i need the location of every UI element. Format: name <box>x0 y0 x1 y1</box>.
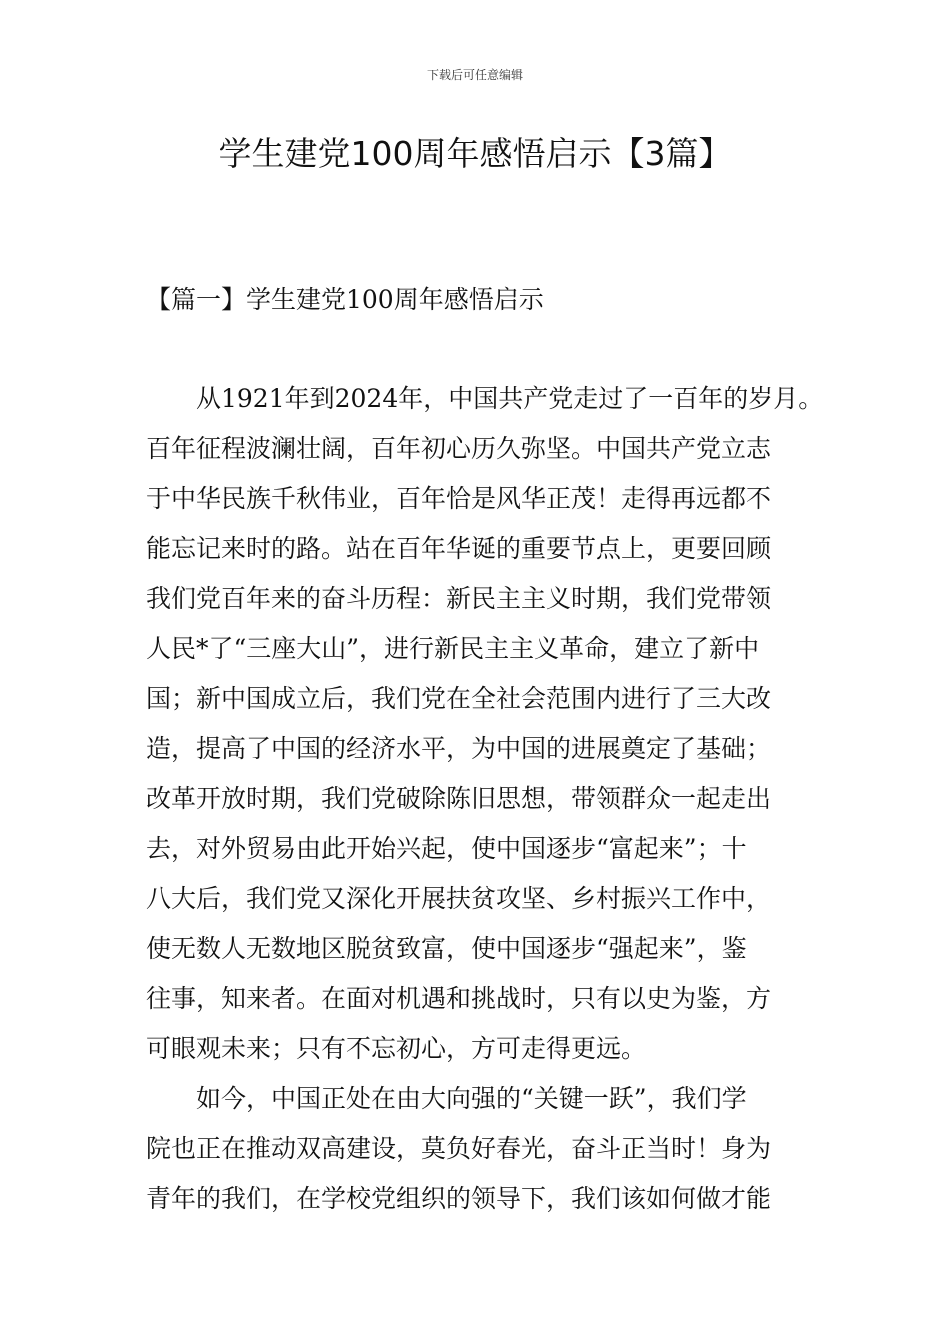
paragraph-line: 于中华民族千秋伟业，百年恰是风华正茂！走得再远都不 <box>146 484 772 513</box>
body-text <box>146 374 826 1224</box>
document-title: 学生建党100周年感悟启示【3篇】 <box>218 134 732 173</box>
paragraph-line: 如今，中国正处在由大向强的“关键一跃”，我们学 <box>196 1084 747 1113</box>
paragraph-line: 青年的我们，在学校党组织的领导下，我们该如何做才能 <box>146 1184 772 1213</box>
paragraph-1 <box>146 374 826 1074</box>
paragraph-2 <box>146 1074 826 1224</box>
paragraph-line: 去，对外贸易由此开始兴起，使中国逐步“富起来”；十 <box>146 834 747 863</box>
paragraph-line: 能忘记来时的路。站在百年华诞的重要节点上，更要回顾 <box>146 534 772 563</box>
paragraph-line: 国；新中国成立后，我们党在全社会范围内进行了三大改 <box>146 684 772 713</box>
section-heading: 【篇一】学生建党100周年感悟启示 <box>146 285 544 314</box>
paragraph-line: 改革开放时期，我们党破除陈旧思想，带领群众一起走出 <box>146 784 772 813</box>
paragraph-line: 往事，知来者。在面对机遇和挑战时，只有以史为鉴，方 <box>146 984 772 1013</box>
paragraph-line: 院也正在推动双高建设，莫负好春光，奋斗正当时！身为 <box>146 1134 772 1163</box>
paragraph-line: 八大后，我们党又深化开展扶贫攻坚、乡村振兴工作中， <box>146 884 772 913</box>
paragraph-line: 可眼观未来；只有不忘初心，方可走得更远。 <box>146 1034 647 1063</box>
header-note: 下载后可任意编辑 <box>426 68 523 82</box>
paragraph-line: 百年征程波澜壮阔，百年初心历久弥坚。中国共产党立志 <box>146 434 772 463</box>
paragraph-line: 使无数人无数地区脱贫致富，使中国逐步“强起来”，鉴 <box>146 934 747 963</box>
paragraph-line: 从1921年到2024年，中国共产党走过了一百年的岁月。 <box>196 384 824 413</box>
paragraph-line: 人民*了“三座大山”，进行新民主主义革命，建立了新中 <box>146 634 760 663</box>
paragraph-line: 造，提高了中国的经济水平，为中国的进展奠定了基础； <box>146 734 772 763</box>
paragraph-line: 我们党百年来的奋斗历程：新民主主义时期，我们党带领 <box>146 584 772 613</box>
